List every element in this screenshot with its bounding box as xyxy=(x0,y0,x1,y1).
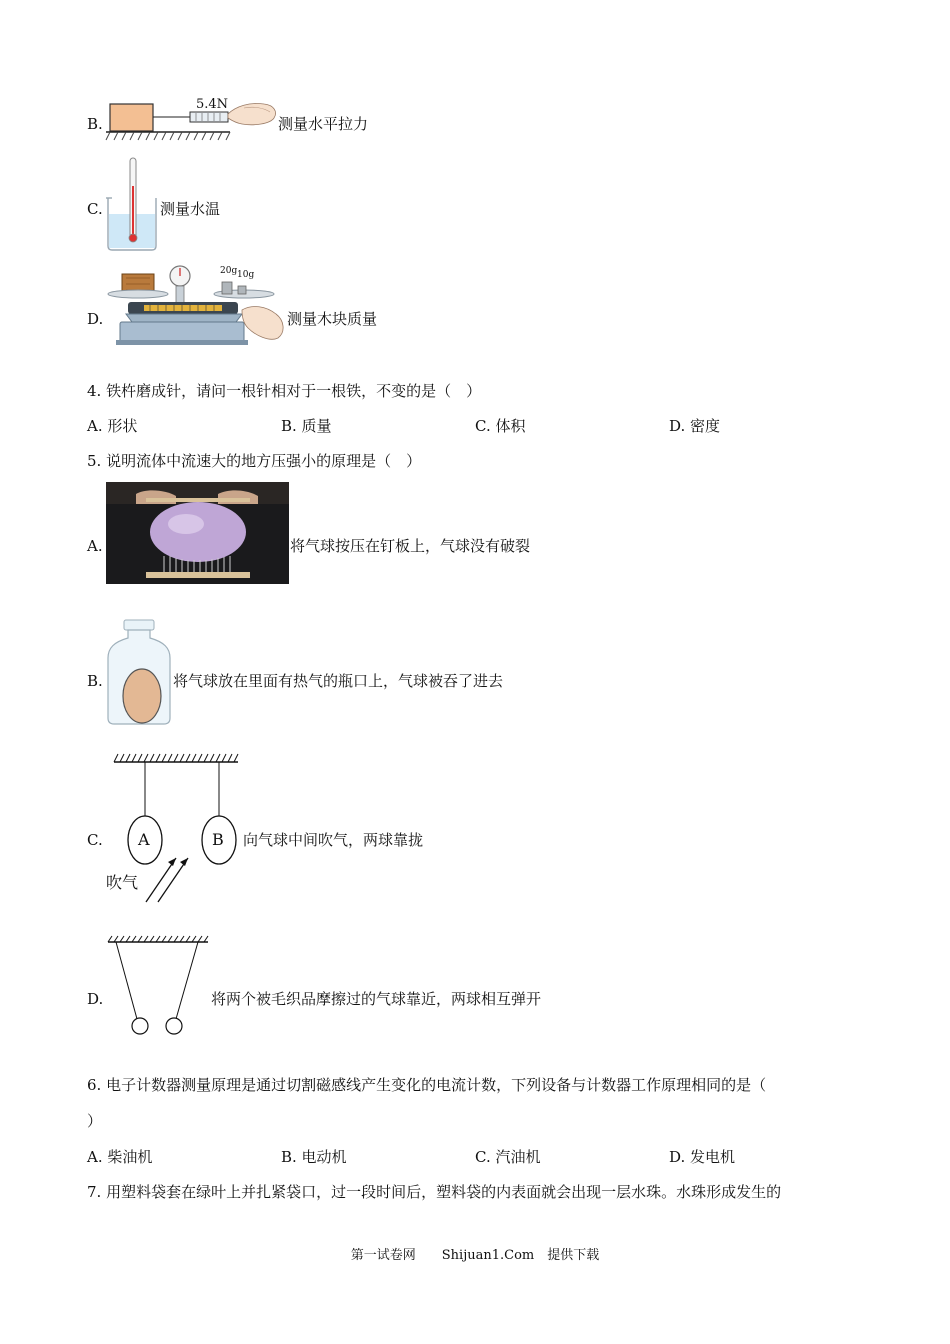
q4-option-b: B. 质量 xyxy=(281,417,332,435)
q5-option-c-letter: C. xyxy=(87,831,103,849)
q6-option-b: B. 电动机 xyxy=(281,1148,347,1166)
balloon-bottle-illustration xyxy=(106,618,172,726)
q4-option-a: A. 形状 xyxy=(87,417,138,435)
question-6-stem-line2: ） xyxy=(87,1112,103,1130)
question-7-stem: 7. 用塑料袋套在绿叶上并扎紧袋口，过一段时间后，塑料袋的内表面就会出现一层水珠。水珠形成发生的 xyxy=(87,1183,782,1201)
q6-option-a: A. 柴油机 xyxy=(87,1148,153,1166)
q4-option-d: D. 密度 xyxy=(669,417,721,435)
thermometer-beaker-illustration xyxy=(106,156,160,252)
q6-option-c: C. 汽油机 xyxy=(475,1148,541,1166)
q5-option-d-caption: 将两个被毛织品摩擦过的气球靠近，两球相互弹开 xyxy=(211,990,542,1008)
charged-balloons-diagram xyxy=(106,934,210,1038)
q4-option-c: C. 体积 xyxy=(475,417,526,435)
spring-scale-illustration xyxy=(104,94,280,142)
option-c-letter: C. xyxy=(87,200,103,218)
q6-option-d: D. 发电机 xyxy=(669,1148,736,1166)
balance-scale-illustration xyxy=(106,262,290,348)
question-6-stem-line1: 6. 电子计数器测量原理是通过切割磁感线产生变化的电流计数，下列设备与计数器工作原理相同的是（ xyxy=(87,1076,767,1094)
option-d-caption: 测量木块质量 xyxy=(287,310,378,328)
blow-air-label: 吹气 xyxy=(106,873,139,892)
question-4-stem: 4. 铁杵磨成针，请问一根针相对于一根铁，不变的是（ ） xyxy=(87,382,482,400)
q5-option-b-letter: B. xyxy=(87,672,103,690)
q5-option-a-caption: 将气球按压在钉板上，气球没有破裂 xyxy=(290,537,531,555)
ball-b-label: B xyxy=(212,830,224,849)
option-d-letter: D. xyxy=(87,310,104,328)
q5-option-a-letter: A. xyxy=(87,537,103,555)
q5-option-d-letter: D. xyxy=(87,990,104,1008)
force-reading-label: 5.4N xyxy=(196,97,229,112)
q5-option-b-caption: 将气球放在里面有热气的瓶口上，气球被吞了进去 xyxy=(173,672,504,690)
page-footer: 第一试卷网 Shijuan1.Com 提供下载 xyxy=(350,1248,600,1263)
ball-a-label: A xyxy=(138,830,150,849)
option-b-letter: B. xyxy=(87,115,103,133)
weight-10g-label: 10g xyxy=(237,270,255,280)
weight-20g-label: 20g xyxy=(220,266,238,276)
q5-option-c-caption: 向气球中间吹气，两球靠拢 xyxy=(243,831,424,849)
question-5-stem: 5. 说明流体中流速大的地方压强小的原理是（ ） xyxy=(87,452,422,470)
option-c-caption: 测量水温 xyxy=(160,200,221,218)
balloon-nail-board-photo xyxy=(106,482,289,584)
option-b-caption: 测量水平拉力 xyxy=(278,115,369,133)
